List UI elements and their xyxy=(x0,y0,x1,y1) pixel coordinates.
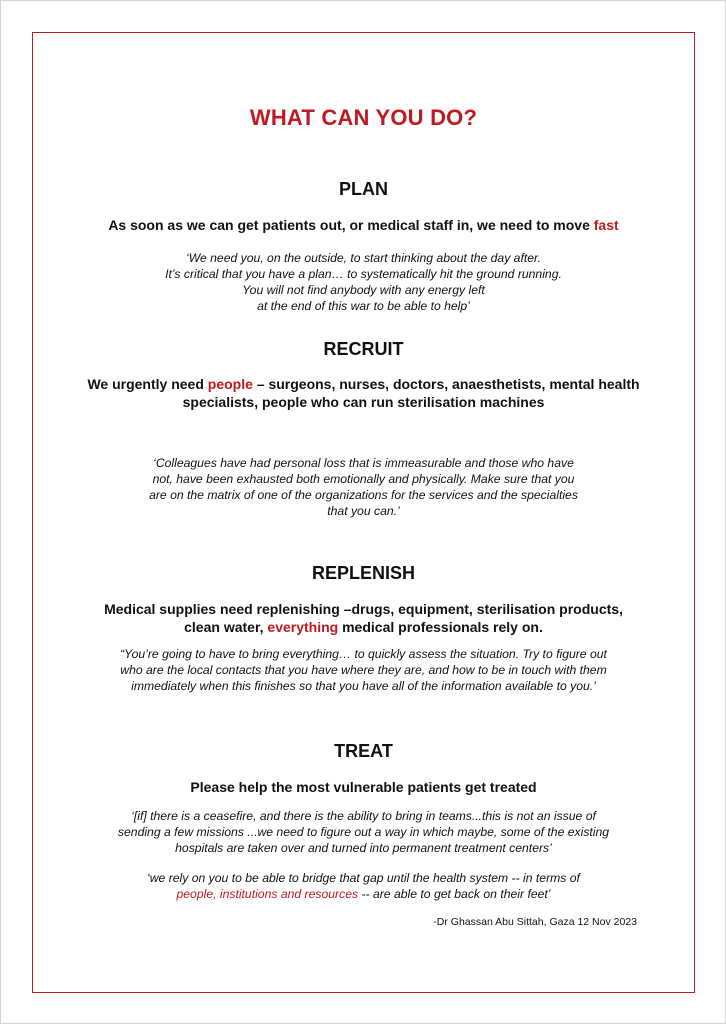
recruit-quote-line: that you can.’ xyxy=(327,504,400,518)
replenish-lead-text: clean water, xyxy=(184,619,268,635)
replenish-heading: REPLENISH xyxy=(311,563,416,583)
replenish-lead xyxy=(53,600,674,636)
recruit-quote-line: are on the matrix of one of the organizations for the services and the specialties xyxy=(149,488,578,502)
plan-lead-text: As soon as we can get patients out, or medical staff in, we need to move xyxy=(108,217,594,233)
recruit-lead-line1 xyxy=(53,375,674,393)
replenish-lead-line2 xyxy=(53,618,674,636)
replenish-quote xyxy=(53,646,674,694)
treat-quote-line: ‘[if] there is a ceasefire, and there is the ability to bring in teams...this is not an issue of xyxy=(131,809,596,823)
replenish-lead-line1: Medical supplies need replenishing –drugs, equipment, sterilisation products, xyxy=(104,601,623,617)
recruit-heading: RECRUIT xyxy=(323,339,404,359)
replenish-quote-line: immediately when this finishes so that you have all of the information available to you.’ xyxy=(131,679,596,693)
plan-lead xyxy=(53,216,674,234)
plan-quote xyxy=(53,250,674,314)
recruit-quote-line: ‘Colleagues have had personal loss that is immeasurable and those who have xyxy=(153,456,574,470)
recruit-lead-text: We urgently need xyxy=(87,376,208,392)
treat-quote-line: hospitals are taken over and turned into permanent treatment centers’ xyxy=(175,841,552,855)
treat-quote-text: -- are able to get back on their feet’ xyxy=(358,887,551,901)
plan-heading: PLAN xyxy=(339,179,388,199)
recruit-quote xyxy=(53,455,674,519)
treat-quote-line: sending a few missions ...we need to figure out a way in which maybe, some of the existing xyxy=(117,825,610,839)
recruit-lead xyxy=(53,375,674,411)
replenish-lead-text: medical professionals rely on. xyxy=(338,619,543,635)
treat-quote-2 xyxy=(53,870,674,902)
plan-lead-highlight: fast xyxy=(593,217,619,233)
plan-quote-line: at the end of this war to be able to help’ xyxy=(257,299,470,313)
recruit-lead-highlight: people xyxy=(207,376,253,392)
plan-quote-line: ‘We need you, on the outside, to start thinking about the day after. xyxy=(185,251,542,265)
replenish-quote-line: who are the local contacts that you have where they are, and how to be in touch with them xyxy=(120,663,607,677)
recruit-lead-text: – surgeons, nurses, doctors, anaesthetists, mental health xyxy=(252,376,640,392)
treat-quote-line: ‘we rely on you to be able to bridge that gap until the health system -- in terms of xyxy=(147,871,580,885)
treat-heading: TREAT xyxy=(334,741,393,761)
recruit-quote-line: not, have been exhausted both emotionally and physically. Make sure that you xyxy=(152,472,575,486)
treat-quote-line xyxy=(53,886,674,902)
treat-quote-highlight: people, institutions and resources xyxy=(176,887,359,901)
replenish-lead-highlight: everything xyxy=(267,619,339,635)
signature: -Dr Ghassan Abu Sittah, Gaza 12 Nov 2023 xyxy=(433,916,637,928)
recruit-lead-line2: specialists, people who can run sterilisation machines xyxy=(182,394,545,410)
red-border-frame xyxy=(32,32,695,993)
treat-quote-1 xyxy=(53,808,674,856)
replenish-quote-line: “You’re going to have to bring everything… to quickly assess the situation. Try to figure out xyxy=(120,647,607,661)
plan-quote-line: You will not find anybody with any energy left xyxy=(242,283,485,297)
plan-quote-line: It’s critical that you have a plan… to systematically hit the ground running. xyxy=(165,267,562,281)
page-title: WHAT CAN YOU DO? xyxy=(249,105,478,130)
treat-lead: Please help the most vulnerable patients get treated xyxy=(190,779,537,795)
